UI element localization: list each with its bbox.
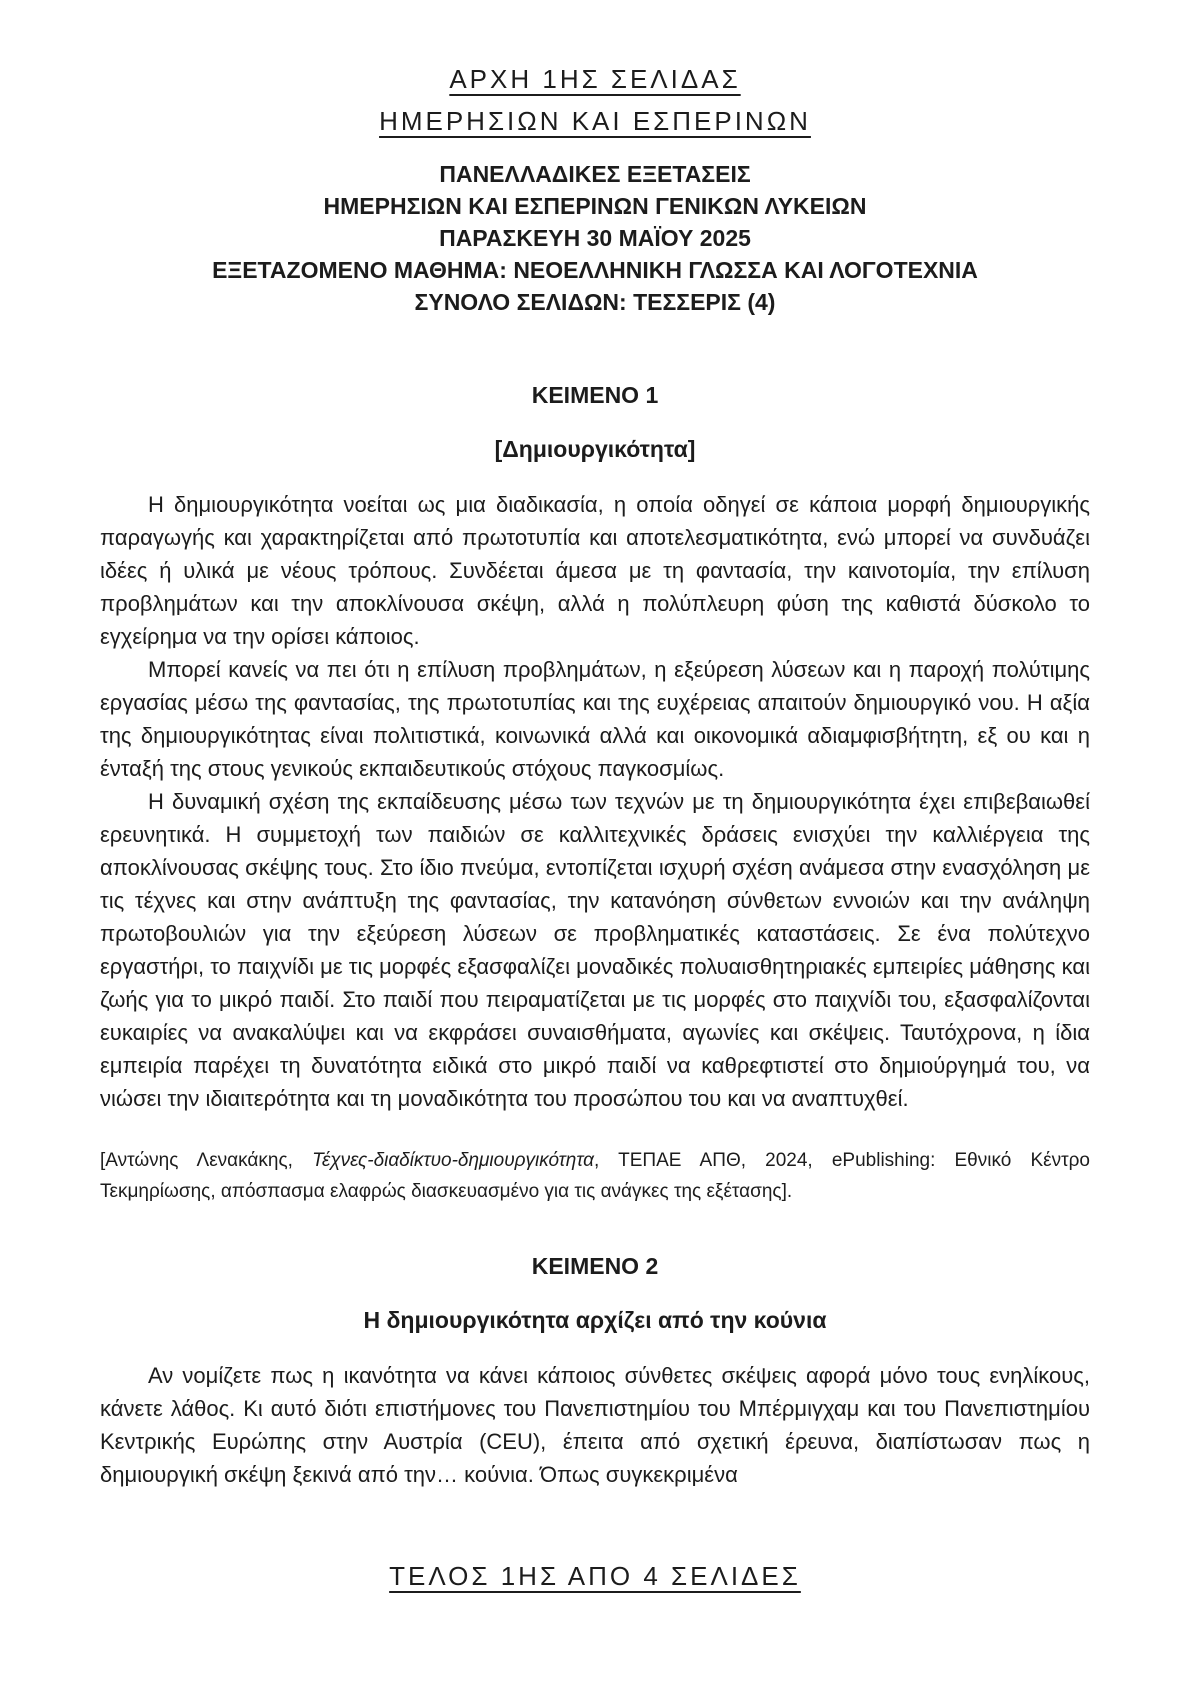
page-footer bbox=[100, 1555, 1090, 1597]
school-types-marker: ΗΜΕΡΗΣΙΩΝ ΚΑΙ ΕΣΠΕΡΙΝΩΝ bbox=[379, 106, 811, 136]
page-header bbox=[100, 58, 1090, 142]
attribution-work-title: Τέχνες-διαδίκτυο-δημιουργικότητα bbox=[312, 1150, 595, 1171]
exam-date-line: ΠΑΡΑΣΚΕΥΗ 30 ΜΑΪΟΥ 2025 bbox=[439, 225, 751, 251]
page-start-marker: ΑΡΧΗ 1ΗΣ ΣΕΛΙΔΑΣ bbox=[449, 64, 741, 94]
text1-paragraph-1: Η δημιουργικότητα νοείται ως μια διαδικασία, η οποία οδηγεί σε κάποια μορφή δημιουργικής παραγωγής και χαρακτηρίζεται από πρωτοτυπία και αποτελεσματικότητα, ενώ μπορεί να συνδυάζει ιδέες ή υλικά με νέους τρόπους. Συνδέεται άμεσα με τη φαντασία, την καινοτομία, την επίλυση προβλημάτων και την αποκλίνουσα σκέψη, αλλά η πολύπλευρη φύση της καθιστά δύσκολο το εγχείρημα να την ορίσει κάποιος. bbox=[100, 492, 1090, 649]
exam-title-line: ΗΜΕΡΗΣΙΩΝ ΚΑΙ ΕΣΠΕΡΙΝΩΝ ΓΕΝΙΚΩΝ ΛΥΚΕΙΩΝ bbox=[323, 193, 867, 219]
text1-attribution bbox=[100, 1145, 1090, 1207]
text1-heading: ΚΕΙΜΕΝΟ 1 bbox=[531, 382, 659, 408]
text1-body bbox=[100, 488, 1090, 1115]
page-end-marker: ΤΕΛΟΣ 1ΗΣ ΑΠΟ 4 ΣΕΛΙΔΕΣ bbox=[389, 1561, 801, 1591]
text1-paragraph-2: Μπορεί κανείς να πει ότι η επίλυση προβλημάτων, η εξεύρεση λύσεων και η παροχή πολύτιμης εργασίας μέσω της φαντασίας, της πρωτοτυπίας και της ευχέρειας απαιτούν δημιουργικό νου. Η αξία της δημιουργικότητας είναι πολιτιστικά, κοινωνικά αλλά και οικονομικά αδιαμφισβήτητη, εξ ου και η ένταξή της στους γενικούς εκπαιδευτικούς στόχους παγκοσμίως. bbox=[100, 657, 1090, 781]
text2-paragraph-1: Αν νομίζετε πως η ικανότητα να κάνει κάποιος σύνθετες σκέψεις αφορά μόνο τους ενηλίκους, κάνετε λάθος. Κι αυτό διότι επιστήμονες του Πανεπιστημίου του Μπέρμιγχαμ και του Πανεπιστημίου Κεντρικής Ευρώπης στην Αυστρία (CEU), έπειτα από σχετική έρευνα, διαπίστωσαν πως η δημιουργική σκέψη ξεκινά από την… κούνια. Όπως συγκεκριμένα bbox=[100, 1363, 1090, 1487]
attribution-prefix: [Αντώνης Λενακάκης, bbox=[100, 1150, 313, 1171]
text1-paragraph-3: Η δυναμική σχέση της εκπαίδευσης μέσω των τεχνών με τη δημιουργικότητα έχει επιβεβαιωθεί ερευνητικά. Η συμμετοχή των παιδιών σε καλλιτεχνικές δράσεις ενισχύει την καλλιέργεια της αποκλίνουσας σκέψης τους. Στο ίδιο πνεύμα, εντοπίζεται ισχυρή σχέση ανάμεσα στην ενασχόληση με τις τέχνες και στην ανάπτυξη της φαντασίας, την κατανόηση σύνθετων εννοιών και την ανάληψη πρωτοβουλιών για την εξεύρεση λύσεων σε προβληματικές καταστάσεις. Σε ένα πολύτεχνο εργαστήρι, το παιχνίδι με τις μορφές εξασφαλίζει μοναδικές πολυαισθητηριακές εμπειρίες μάθησης και ζωής για το μικρό παιδί. Στο παιδί που πειραματίζεται με τις μορφές στο παιχνίδι του, εξασφαλίζονται ευκαιρίες να ανακαλύψει και να εκφράσει συναισθήματα, αγωνίες και σκέψεις. Ταυτόχρονα, η ίδια εμπειρία παρέχει τη δυνατότητα ειδικά στο μικρό παιδί να καθρεφτιστεί στο δημιούργημά του, να νιώσει την ιδιαιτερότητα και τη μοναδικότητα του προσώπου του και να αναπτυχθεί. bbox=[100, 789, 1090, 1111]
attribution-suffix: , ΤΕΠΑΕ ΑΠΘ, 2024, ePublishing: Εθνικό Κέντρο Τεκμηρίωσης, απόσπασμα ελαφρώς διασκευασμένο για τις ανάγκες της εξέτασης]. bbox=[100, 1150, 1090, 1202]
text2-body bbox=[100, 1359, 1090, 1491]
exam-subject-line: ΕΞΕΤΑΖΟΜΕΝΟ ΜΑΘΗΜΑ: ΝΕΟΕΛΛΗΝΙΚΗ ΓΛΩΣΣΑ ΚΑΙ ΛΟΓΟΤΕΧΝΙΑ bbox=[212, 257, 978, 283]
text2-heading: ΚΕΙΜΕΝΟ 2 bbox=[531, 1253, 659, 1279]
text2-section bbox=[100, 1251, 1090, 1491]
exam-title-line: ΠΑΝΕΛΛΑΔΙΚΕΣ ΕΞΕΤΑΣΕΙΣ bbox=[439, 161, 751, 187]
exam-pages-line: ΣΥΝΟΛΟ ΣΕΛΙΔΩΝ: ΤΕΣΣΕΡΙΣ (4) bbox=[414, 289, 776, 315]
exam-title-block bbox=[100, 158, 1090, 318]
text2-subheading: Η δημιουργικότητα αρχίζει από την κούνια bbox=[363, 1307, 827, 1333]
text1-subheading: [Δημιουργικότητα] bbox=[494, 436, 696, 462]
text1-section bbox=[100, 380, 1090, 1207]
